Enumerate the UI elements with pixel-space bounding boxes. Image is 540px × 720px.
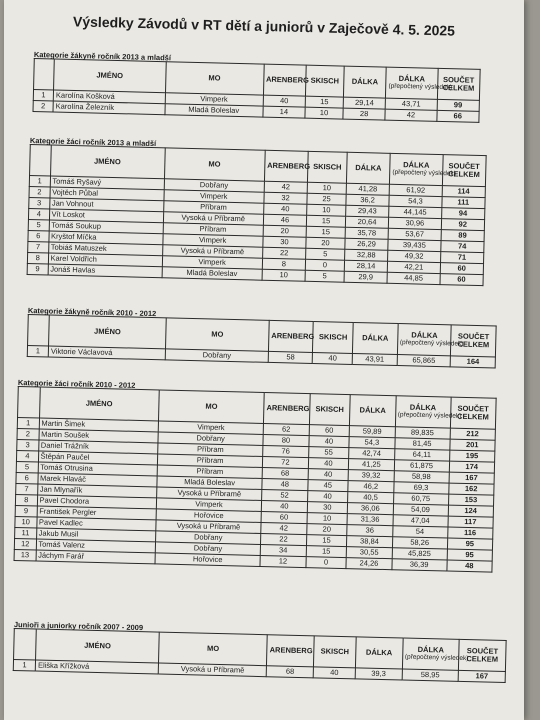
club-cell: Hořovice: [156, 509, 261, 523]
total-cell: 74: [440, 241, 484, 253]
dalka-cell: 54,3: [349, 437, 395, 449]
dalka-cell: 46,2: [348, 481, 394, 493]
header-club: MO: [164, 148, 265, 181]
dalka-cell: 41,25: [349, 459, 395, 471]
name-cell: Tomáš Soukup: [49, 220, 163, 234]
header-total: [442, 155, 486, 187]
name-cell: Vojtěch Půbal: [50, 187, 164, 201]
header-total-sub: CELKEM: [448, 169, 480, 180]
dalka-converted-cell: 44,85: [387, 272, 440, 284]
club-cell: Vimperk: [158, 421, 263, 435]
name-cell: Karolína Košková: [53, 90, 165, 104]
header-name: JMÉNO: [54, 59, 166, 93]
header-dalka-converted: [402, 638, 469, 670]
results-sheet: [4, 0, 524, 720]
dalka-cell: 28: [343, 108, 386, 120]
header-skisch: SKISCH: [308, 151, 347, 183]
header-total: [459, 639, 506, 671]
total-cell: 174: [449, 461, 495, 473]
club-cell: Dobřany: [155, 542, 260, 556]
club-cell: Vimperk: [163, 190, 264, 203]
header-arenberg: ARENBERG: [264, 393, 310, 425]
header-total-sub: CELKEM: [442, 82, 475, 93]
header-total: [437, 68, 480, 100]
rank-cell: 5: [28, 219, 49, 230]
dalka-converted-cell: 69,3: [393, 482, 448, 494]
skisch-cell: 20: [306, 524, 347, 536]
header-dalka-converted-main: DÁLKA: [403, 160, 430, 170]
rank-cell: 2: [33, 100, 53, 111]
total-cell: 201: [449, 439, 495, 451]
arenberg-cell: 68: [267, 666, 314, 678]
club-cell: Dobřany: [165, 349, 268, 363]
arenberg-cell: 12: [260, 555, 306, 567]
header-total: [451, 325, 496, 357]
total-cell: 153: [448, 494, 494, 506]
total-cell: 167: [458, 670, 505, 682]
header-dalka: DÁLKA: [355, 637, 402, 669]
header-rank: [28, 315, 50, 347]
name-cell: Daniel Trážník: [38, 440, 158, 454]
dalka-cell: 43,91: [352, 353, 397, 365]
total-cell: 48: [446, 560, 492, 572]
rank-cell: 1: [27, 346, 48, 358]
rank-cell: 6: [28, 230, 49, 241]
rank-cell: 7: [16, 483, 38, 495]
header-arenberg: ARENBERG: [268, 320, 313, 352]
dalka-cell: 40,5: [348, 492, 394, 504]
dalka-converted-cell: 47,04: [393, 515, 448, 527]
arenberg-cell: 40: [263, 95, 306, 107]
club-cell: Vysoká u Příbramě: [163, 212, 264, 225]
header-dalka: DÁLKA: [350, 395, 396, 427]
club-cell: Dobřany: [164, 179, 265, 192]
page-title: Výsledky Závodů v RT dětí a juniorů v Zaječově 4. 5. 2025: [72, 13, 456, 39]
dalka-cell: 20,64: [345, 216, 389, 228]
rank-cell: 3: [17, 439, 39, 451]
header-name: JMÉNO: [50, 145, 165, 179]
total-cell: 195: [449, 450, 495, 462]
header-club: MO: [159, 632, 268, 666]
name-cell: Jonáš Havlas: [48, 264, 162, 278]
results-section: [29, 136, 486, 284]
header-total-sub: CELKEM: [466, 654, 499, 664]
dalka-cell: 39,32: [348, 470, 394, 482]
skisch-cell: 15: [306, 226, 345, 238]
total-cell: 117: [448, 516, 494, 528]
dalka-cell: 30,55: [346, 547, 392, 559]
header-skisch: SKISCH: [305, 65, 344, 97]
header-dalka-converted-sub: (přepočtený výsledek): [388, 82, 453, 92]
club-cell: Vimperk: [162, 234, 263, 247]
total-cell: 71: [440, 252, 484, 264]
header-total-sub: CELKEM: [457, 339, 490, 350]
arenberg-cell: 68: [262, 468, 308, 480]
skisch-cell: 0: [306, 557, 347, 569]
header-total-main: SOUČET: [442, 75, 475, 85]
name-cell: Karolína Železník: [53, 101, 165, 115]
total-cell: 94: [441, 208, 485, 220]
arenberg-cell: 30: [263, 236, 307, 248]
total-cell: 116: [447, 527, 493, 539]
name-cell: Marek Hlaváč: [37, 473, 157, 487]
rank-cell: 12: [14, 538, 36, 550]
header-dalka-converted-main: DÁLKA: [398, 73, 426, 84]
skisch-cell: 20: [306, 237, 345, 249]
rank-cell: 1: [29, 176, 50, 187]
total-cell: 60: [440, 263, 484, 275]
category-title: Kategorie žákyně ročník 2010 - 2012: [27, 306, 157, 319]
header-dalka: DÁLKA: [343, 66, 386, 98]
header-dalka-converted-sub: (přepočtený výsledek): [397, 411, 462, 420]
rank-cell: 3: [29, 197, 50, 208]
dalka-cell: 29,14: [343, 97, 386, 109]
total-cell: 162: [448, 483, 494, 495]
name-cell: Tomáš Otrusina: [38, 462, 158, 476]
arenberg-cell: 52: [262, 489, 308, 501]
rank-cell: 11: [15, 527, 37, 539]
name-cell: Karel Voldřich: [48, 253, 162, 267]
club-cell: Vysoká u Příbramě: [162, 245, 263, 258]
club-cell: Mladá Boleslav: [157, 476, 262, 490]
dalka-converted-cell: 61,92: [389, 184, 442, 196]
total-cell: 167: [449, 472, 495, 484]
skisch-cell: 0: [305, 259, 344, 271]
arenberg-cell: 10: [262, 269, 306, 281]
header-name: JMÉNO: [39, 387, 159, 421]
club-cell: Vimperk: [165, 93, 263, 106]
dalka-converted-cell: 43,71: [385, 98, 437, 110]
rank-cell: 7: [28, 241, 49, 252]
skisch-cell: 10: [305, 107, 343, 119]
rank-cell: 9: [15, 505, 37, 517]
header-arenberg: ARENBERG: [264, 150, 308, 182]
rank-cell: 1: [17, 418, 39, 430]
header-dalka-converted: [395, 396, 462, 428]
arenberg-cell: 58: [268, 351, 313, 363]
header-club: MO: [165, 62, 264, 95]
name-cell: Jan Mlynařík: [37, 484, 157, 498]
dalka-cell: 32,88: [344, 249, 388, 261]
header-dalka: DÁLKA: [346, 152, 390, 184]
club-cell: Vysoká u Příbramě: [156, 520, 261, 534]
dalka-converted-cell: 58,95: [402, 669, 459, 681]
club-cell: Příbram: [163, 223, 264, 236]
dalka-cell: 39,3: [355, 668, 402, 680]
name-cell: Martin Šimek: [39, 418, 159, 432]
arenberg-cell: 48: [262, 478, 308, 490]
dalka-converted-cell: 49,32: [388, 250, 441, 262]
total-cell: 164: [451, 356, 496, 368]
club-cell: Příbram: [157, 465, 262, 479]
skisch-cell: 55: [308, 447, 349, 459]
total-cell: 92: [441, 219, 485, 231]
rank-cell: 13: [14, 549, 36, 561]
skisch-cell: 10: [307, 182, 346, 194]
skisch-cell: 10: [307, 513, 348, 525]
header-skisch: SKISCH: [313, 321, 354, 353]
skisch-cell: 40: [308, 436, 349, 448]
header-dalka-converted-sub: (přepočtený výsledek): [392, 168, 457, 178]
arenberg-cell: 32: [264, 192, 308, 204]
header-skisch: SKISCH: [314, 636, 357, 668]
dalka-converted-cell: 45,825: [392, 548, 447, 560]
skisch-cell: 40: [308, 458, 349, 470]
dalka-converted-cell: 54,3: [389, 195, 442, 207]
dalka-converted-cell: 58,26: [392, 537, 447, 549]
dalka-converted-cell: 58,98: [394, 471, 449, 483]
arenberg-cell: 42: [261, 522, 307, 534]
arenberg-cell: 14: [263, 106, 306, 118]
arenberg-cell: 22: [262, 247, 306, 259]
dalka-cell: 41,28: [346, 183, 390, 195]
name-cell: Jan Vohnout: [49, 198, 163, 212]
results-section: [27, 306, 496, 367]
rank-cell: 1: [33, 90, 53, 101]
category-title: Junioři a juniorky ročník 2007 - 2009: [13, 620, 144, 633]
skisch-cell: 15: [306, 535, 347, 547]
name-cell: Pavel Kadlec: [36, 517, 156, 531]
dalka-converted-cell: 64,11: [394, 449, 449, 461]
skisch-cell: 15: [306, 546, 347, 558]
arenberg-cell: 40: [263, 203, 307, 215]
total-cell: 95: [447, 538, 493, 550]
name-cell: Pavel Chodora: [37, 495, 157, 509]
results-table: [32, 58, 480, 123]
header-arenberg: ARENBERG: [263, 64, 306, 96]
club-cell: Mladá Boleslav: [165, 104, 263, 117]
header-total-main: SOUČET: [466, 646, 499, 656]
arenberg-cell: 76: [263, 446, 309, 458]
total-cell: 89: [441, 230, 485, 242]
dalka-cell: 36,2: [346, 194, 390, 206]
header-name: JMÉNO: [36, 629, 160, 663]
header-dalka-converted: [386, 67, 453, 99]
club-cell: Příbram: [157, 454, 262, 468]
header-dalka-converted-sub: (přepočtený výsledek): [399, 339, 464, 348]
dalka-cell: 59,89: [349, 426, 395, 438]
total-cell: 95: [447, 549, 493, 561]
dalka-converted-cell: 44,145: [389, 206, 442, 218]
header-arenberg: ARENBERG: [267, 635, 314, 667]
header-rank: [30, 145, 51, 176]
name-cell: Tomáš Ryšavý: [50, 176, 164, 190]
total-cell: 99: [437, 99, 480, 111]
dalka-cell: 36,06: [347, 503, 393, 515]
results-table: [13, 628, 507, 683]
results-section: [13, 620, 506, 681]
dalka-cell: 29,9: [344, 271, 388, 283]
name-cell: Martin Soušek: [38, 429, 158, 443]
header-dalka-converted-main: DÁLKA: [409, 402, 437, 413]
results-table: [27, 314, 497, 368]
header-dalka-converted: [397, 324, 464, 356]
club-cell: Vimperk: [156, 498, 261, 512]
skisch-cell: 15: [307, 215, 346, 227]
rank-cell: 8: [15, 494, 37, 506]
arenberg-cell: 72: [263, 457, 309, 469]
dalka-converted-cell: 61,875: [394, 460, 449, 472]
rank-cell: 2: [29, 186, 50, 197]
header-total-main: SOUČET: [448, 161, 480, 171]
rank-cell: 10: [15, 516, 37, 528]
arenberg-cell: 40: [261, 500, 307, 512]
total-cell: 60: [440, 274, 484, 286]
dalka-converted-cell: 54,09: [393, 504, 448, 516]
category-title: Kategorie žákyně ročník 2013 a mladší: [33, 50, 172, 63]
arenberg-cell: 22: [261, 533, 307, 545]
category-title: Kategorie žáci ročník 2013 a mladší: [29, 136, 157, 149]
header-rank: [18, 387, 40, 419]
club-cell: Dobřany: [156, 531, 261, 545]
club-cell: Dobřany: [158, 432, 263, 446]
name-cell: Kryštof Míčka: [48, 231, 162, 245]
header-dalka-converted-main: DÁLKA: [411, 330, 438, 341]
skisch-cell: 10: [307, 204, 346, 216]
header-total: [450, 397, 496, 429]
dalka-cell: 31,36: [347, 514, 393, 526]
dalka-converted-cell: 30,96: [389, 217, 442, 229]
header-dalka-converted-sub: (přepočtený výsledek): [404, 653, 469, 663]
skisch-cell: 40: [313, 667, 355, 679]
dalka-converted-cell: 36,39: [392, 559, 447, 571]
rank-cell: 2: [17, 428, 39, 440]
arenberg-cell: 8: [262, 258, 306, 270]
results-section: [33, 50, 480, 121]
rank-cell: 4: [28, 208, 49, 219]
arenberg-cell: 46: [263, 214, 307, 226]
results-section: [17, 378, 496, 571]
header-club: MO: [166, 318, 270, 352]
total-cell: 111: [442, 197, 486, 209]
skisch-cell: 5: [306, 248, 345, 260]
header-total-main: SOUČET: [457, 331, 490, 342]
club-cell: Vimperk: [162, 256, 263, 269]
header-total-main: SOUČET: [457, 403, 489, 414]
skisch-cell: 60: [309, 425, 350, 437]
club-cell: Mladá Boleslav: [162, 267, 263, 280]
rank-cell: 1: [13, 660, 35, 672]
rank-cell: 4: [16, 450, 38, 462]
header-skisch: SKISCH: [309, 394, 350, 426]
header-rank: [14, 629, 37, 661]
name-cell: Vít Loskot: [49, 209, 163, 223]
category-title: Kategorie žáci ročník 2010 - 2012: [17, 378, 136, 390]
total-cell: 212: [450, 428, 496, 440]
club-cell: Hořovice: [155, 553, 260, 567]
dalka-converted-cell: 42,21: [387, 261, 440, 273]
name-cell: František Pergler: [37, 506, 157, 520]
dalka-cell: 29,43: [346, 205, 390, 217]
dalka-cell: 35,78: [345, 227, 389, 239]
dalka-converted-cell: 42: [385, 109, 437, 121]
name-cell: Jáchym Farář: [36, 550, 156, 564]
name-cell: Viktorie Václavová: [48, 346, 165, 360]
arenberg-cell: 42: [264, 181, 308, 193]
dalka-converted-cell: 65,865: [397, 355, 451, 367]
name-cell: Štěpán Paučel: [38, 451, 158, 465]
name-cell: Eliška Křížková: [35, 660, 158, 674]
club-cell: Vysoká u Příbramě: [157, 487, 262, 501]
dalka-converted-cell: 39,435: [388, 239, 441, 251]
arenberg-cell: 80: [263, 435, 309, 447]
dalka-converted-cell: 81,45: [394, 438, 449, 450]
header-dalka-converted-main: DÁLKA: [417, 644, 445, 655]
arenberg-cell: 20: [263, 225, 307, 237]
results-table: [27, 144, 487, 286]
total-cell: 66: [436, 110, 479, 122]
name-cell: Tomáš Valenz: [36, 539, 156, 553]
header-total-sub: CELKEM: [457, 411, 489, 422]
dalka-cell: 42,74: [349, 448, 395, 460]
total-cell: 114: [442, 186, 486, 198]
arenberg-cell: 60: [261, 511, 307, 523]
skisch-cell: 5: [305, 270, 344, 282]
header-club: MO: [158, 390, 264, 424]
rank-cell: 9: [27, 263, 48, 274]
header-dalka: DÁLKA: [353, 322, 398, 354]
dalka-cell: 28,14: [344, 260, 388, 272]
skisch-cell: 45: [307, 480, 348, 492]
club-cell: Vysoká u Příbramě: [158, 663, 266, 677]
skisch-cell: 40: [313, 352, 353, 364]
arenberg-cell: 62: [263, 424, 309, 436]
skisch-cell: 30: [307, 502, 348, 514]
dalka-converted-cell: 54: [392, 526, 447, 538]
dalka-cell: 36: [347, 525, 393, 537]
skisch-cell: 15: [305, 96, 343, 108]
club-cell: Příbram: [158, 443, 263, 457]
skisch-cell: 25: [307, 193, 346, 205]
results-table: [14, 386, 497, 573]
name-cell: Tobiáš Matuszek: [48, 242, 162, 256]
skisch-cell: 40: [308, 469, 349, 481]
header-rank: [34, 59, 55, 90]
arenberg-cell: 34: [260, 544, 306, 556]
header-name: JMÉNO: [49, 315, 167, 349]
dalka-cell: 38,84: [347, 536, 393, 548]
name-cell: Jakub Musil: [36, 528, 156, 542]
rank-cell: 5: [16, 461, 38, 473]
dalka-converted-cell: 53,67: [388, 228, 441, 240]
rank-cell: 6: [16, 472, 38, 484]
skisch-cell: 40: [307, 491, 348, 503]
dalka-converted-cell: 60,75: [393, 493, 448, 505]
dalka-cell: 24,26: [346, 558, 392, 570]
header-dalka-converted: [390, 153, 457, 185]
total-cell: 124: [448, 505, 494, 517]
club-cell: Příbram: [163, 201, 264, 214]
dalka-cell: 26,29: [345, 238, 389, 250]
dalka-converted-cell: 89,835: [395, 427, 450, 439]
rank-cell: 8: [27, 252, 48, 263]
